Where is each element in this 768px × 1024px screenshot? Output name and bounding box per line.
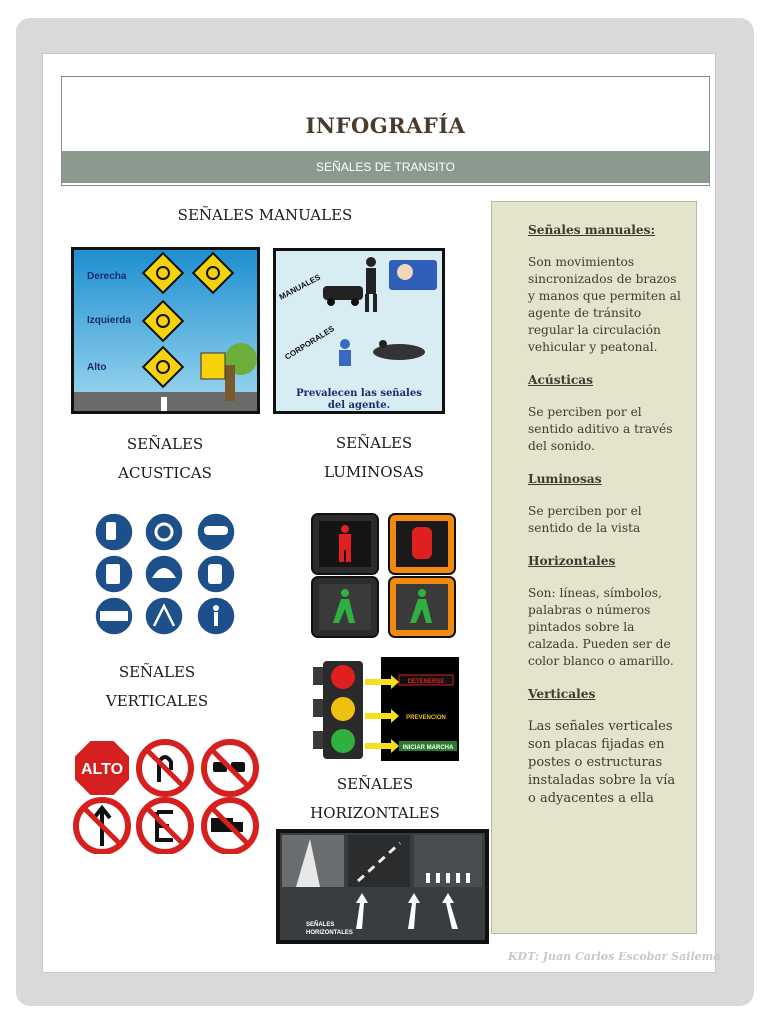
label-prevencion: PREVENCION bbox=[406, 715, 446, 721]
label-izquierda: Izquierda bbox=[87, 315, 131, 326]
def-heading-acusticas: Acústicas bbox=[528, 373, 594, 387]
stop-sign-icon bbox=[74, 740, 130, 796]
pedestrian-light-red bbox=[312, 514, 378, 574]
no-overtaking-icon bbox=[204, 742, 256, 794]
subtitle-bar: SEÑALES DE TRANSITO bbox=[62, 151, 709, 183]
def-text-acusticas: Se perciben por el sentido aditivo a través del sonido. bbox=[528, 405, 673, 453]
no-straight-icon bbox=[76, 800, 128, 852]
no-parking-icon bbox=[139, 800, 191, 852]
ear-protection-icon bbox=[145, 513, 183, 551]
agent-caption-line1: Prevalecen las señales bbox=[296, 388, 422, 399]
label-corporales: CORPORALES bbox=[283, 324, 336, 362]
traffic-light-image bbox=[311, 657, 459, 761]
pedestrian-light-hand bbox=[389, 514, 455, 574]
no-u-turn-icon bbox=[139, 742, 191, 794]
page-title: INFOGRAFÍA bbox=[305, 113, 466, 138]
acoustic-signs-grid bbox=[92, 512, 240, 638]
manual-signals-cyclist-image bbox=[71, 247, 260, 414]
heading-horizontales: SEÑALES HORIZONTALES bbox=[310, 775, 440, 822]
def-text-manuales: Son movimientos sincronizados de brazos y manos que permiten al agente de tránsito regular la circulación vehicular y peatonal. bbox=[528, 255, 681, 354]
manual-signals-agent-image bbox=[273, 248, 445, 414]
traffic-light-housing bbox=[313, 661, 363, 759]
no-trucks-icon bbox=[204, 800, 256, 852]
def-heading-manuales: Señales manuales: bbox=[528, 223, 655, 237]
small-officer-icon bbox=[339, 339, 351, 366]
label-iniciar-marcha: INICIAR MARCHA bbox=[402, 745, 454, 751]
heading-luminosas: SEÑALES LUMINOSAS bbox=[324, 434, 424, 481]
vertical-signs-image bbox=[73, 738, 259, 854]
def-heading-verticales: Verticales bbox=[528, 687, 596, 701]
heading-verticales: SEÑALES VERTICALES bbox=[105, 663, 209, 710]
heading-acusticas: SEÑALES ACUSTICAS bbox=[118, 435, 212, 482]
label-detenerse: DETENERSE bbox=[407, 679, 445, 685]
author-footer: KDT: Juan Carlos Escobar Sailema bbox=[508, 950, 721, 963]
traffic-officer-icon bbox=[389, 260, 437, 290]
def-text-verticales: Las señales verticales son placas fijadas en postes o estructuras instaladas sobre la vía o adyacentes a ella bbox=[528, 719, 676, 806]
def-heading-luminosas: Luminosas bbox=[528, 472, 602, 486]
horizontal-caption-line2: HORIZONTALES bbox=[306, 930, 353, 936]
header-box bbox=[61, 76, 710, 186]
label-alto: Alto bbox=[87, 362, 107, 373]
horizontal-signs-image bbox=[276, 829, 489, 944]
pedestrian-lights-image bbox=[311, 513, 457, 639]
heading-manuales: SEÑALES MANUALES bbox=[177, 206, 353, 224]
label-derecha: Derecha bbox=[87, 271, 127, 282]
horizontal-caption-line1: SEÑALES bbox=[306, 922, 335, 928]
harness-icon bbox=[145, 597, 183, 635]
stop-sign-text: ALTO bbox=[80, 761, 124, 778]
pedestrian-light-green bbox=[312, 577, 378, 637]
def-text-luminosas: Se perciben por el sentido de la vista bbox=[528, 504, 642, 535]
label-manuales: MANUALES bbox=[277, 272, 322, 302]
pedestrian-light-green-orange bbox=[389, 577, 455, 637]
def-text-horizontales: Son: líneas, símbolos, palabras o números pintados sobre la calzada. Pueden ser de color blanco o amarillo. bbox=[528, 586, 674, 668]
definitions-panel bbox=[491, 201, 697, 934]
agent-caption-line2: del agente. bbox=[327, 400, 391, 411]
def-heading-horizontales: Horizontales bbox=[528, 554, 616, 568]
